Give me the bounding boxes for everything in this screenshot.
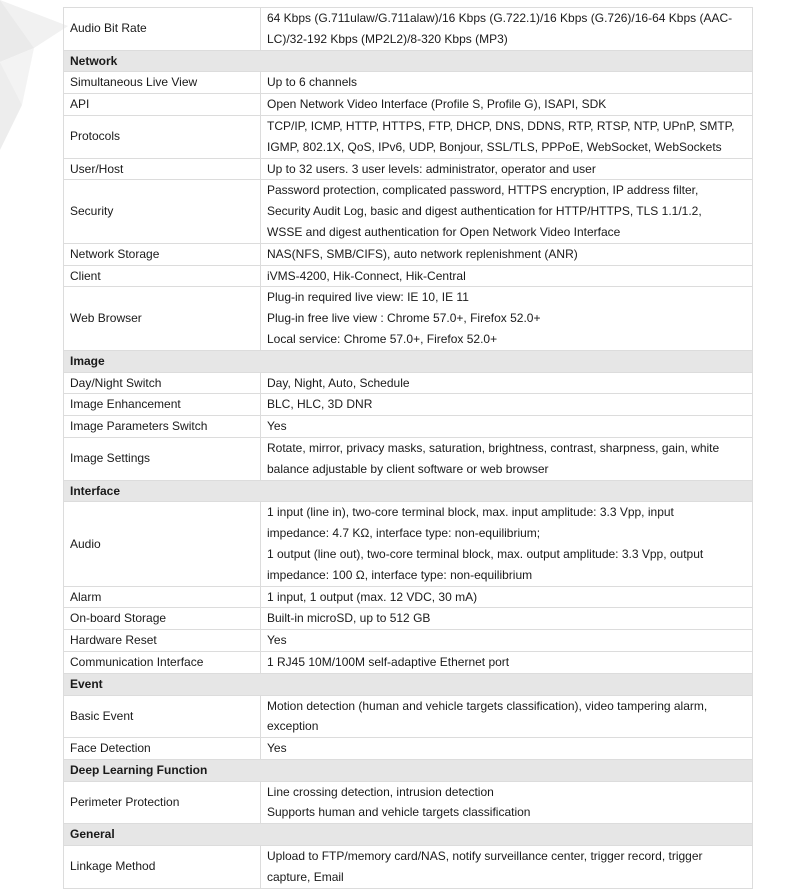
spec-value [261,695,753,738]
spec-label: Linkage Method [64,846,261,889]
spec-label: Simultaneous Live View [64,72,261,94]
spec-value-line: Plug-in free live view : Chrome 57.0+, Firefox 52.0+ [267,311,541,326]
spec-row [64,781,753,824]
spec-label: Audio Bit Rate [64,8,261,51]
spec-value [261,180,753,243]
spec-value-line: Up to 32 users. 3 user levels: administrator, operator and user [267,161,596,176]
section-header-row [64,480,753,502]
spec-value-line: Supports human and vehicle targets classification [267,805,531,820]
spec-value-line: Local service: Chrome 57.0+, Firefox 52.0+ [267,331,498,346]
spec-row [64,738,753,760]
spec-value-line: Yes [267,419,287,434]
spec-label: Security [64,180,261,243]
spec-value [261,738,753,760]
spec-value [261,630,753,652]
spec-value-line: Line crossing detection, intrusion detection [267,784,494,799]
specification-table-body [64,8,753,889]
spec-value [261,502,753,586]
spec-value [261,608,753,630]
spec-label: Alarm [64,586,261,608]
spec-value-line: Yes [267,633,287,648]
specification-table [63,7,753,889]
spec-row [64,265,753,287]
spec-value-line: Plug-in required live view: IE 10, IE 11 [267,290,469,305]
spec-value [261,265,753,287]
spec-value [261,651,753,673]
section-title: General [64,824,753,846]
spec-row [64,115,753,158]
spec-value [261,372,753,394]
spec-row [64,695,753,738]
spec-value-line: Motion detection (human and vehicle targets classification), video tampering alarm, exception [267,698,708,734]
spec-row [64,846,753,889]
spec-value-line: Up to 6 channels [267,75,358,90]
spec-label: Communication Interface [64,651,261,673]
spec-value [261,158,753,180]
spec-value [261,846,753,889]
spec-row [64,94,753,116]
section-header-row [64,50,753,72]
spec-value-line: 1 input, 1 output (max. 12 VDC, 30 mA) [267,589,478,604]
spec-value [261,781,753,824]
spec-value-line: Upload to FTP/memory card/NAS, notify surveillance center, trigger record, trigger capture, Email [267,849,703,884]
spec-row [64,416,753,438]
section-title: Deep Learning Function [64,759,753,781]
spec-label: API [64,94,261,116]
spec-label: User/Host [64,158,261,180]
section-title: Image [64,350,753,372]
spec-value-line: Day, Night, Auto, Schedule [267,375,410,390]
spec-label: Image Parameters Switch [64,416,261,438]
spec-value [261,8,753,51]
spec-label: Image Settings [64,437,261,480]
spec-label: Client [64,265,261,287]
spec-label: On-board Storage [64,608,261,630]
spec-value-line: Yes [267,741,287,756]
spec-value [261,416,753,438]
spec-row [64,72,753,94]
spec-label: Web Browser [64,287,261,350]
spec-row [64,180,753,243]
spec-row [64,586,753,608]
section-header-row [64,759,753,781]
section-header-row [64,673,753,695]
spec-label: Audio [64,502,261,586]
spec-value-line: 1 RJ45 10M/100M self-adaptive Ethernet port [267,654,510,669]
spec-row [64,630,753,652]
spec-value [261,586,753,608]
spec-label: Perimeter Protection [64,781,261,824]
spec-value-line: BLC, HLC, 3D DNR [267,397,373,412]
spec-value [261,94,753,116]
spec-value-line: 1 input (line in), two-core terminal block, max. input amplitude: 3.3 Vpp, input impedance: 4.7 KΩ, interface type: non-equilibrium; [267,505,674,541]
spec-label: Face Detection [64,738,261,760]
spec-value [261,394,753,416]
spec-value [261,437,753,480]
section-title: Interface [64,480,753,502]
spec-value-line: 64 Kbps (G.711ulaw/G.711alaw)/16 Kbps (G.722.1)/16 Kbps (G.726)/16-64 Kbps (AAC-LC)/32-192 Kbps (MP2L2)/8-320 Kbps (MP3) [267,11,733,46]
spec-row [64,437,753,480]
spec-label: Basic Event [64,695,261,738]
spec-row [64,243,753,265]
spec-row [64,394,753,416]
spec-label: Protocols [64,115,261,158]
spec-value-line: NAS(NFS, SMB/CIFS), auto network replenishment (ANR) [267,246,578,261]
section-title: Event [64,673,753,695]
spec-label: Image Enhancement [64,394,261,416]
spec-row [64,372,753,394]
watermark-logo-icon [0,0,70,160]
spec-value [261,243,753,265]
spec-row [64,608,753,630]
spec-row [64,8,753,51]
spec-row [64,502,753,586]
spec-value [261,72,753,94]
section-header-row [64,824,753,846]
spec-value [261,115,753,158]
spec-value-line: 1 output (line out), two-core terminal block, max. output amplitude: 3.3 Vpp, output impedance: 100 Ω, interface type: non-equilibrium [267,546,704,582]
spec-label: Day/Night Switch [64,372,261,394]
spec-value-line: iVMS-4200, Hik-Connect, Hik-Central [267,268,466,283]
section-header-row [64,350,753,372]
spec-value-line: Password protection, complicated password, HTTPS encryption, IP address filter, Security Audit Log, basic and digest authentication for HTTP/HTTPS, TLS 1.1/1.2, WSSE and digest authentication for Open Network Video Interface [267,183,702,239]
spec-value [261,287,753,350]
spec-value-line: Rotate, mirror, privacy masks, saturation, brightness, contrast, sharpness, gain, white balance adjustable by client software or web browser [267,440,720,476]
spec-value-line: TCP/IP, ICMP, HTTP, HTTPS, FTP, DHCP, DNS, DDNS, RTP, RTSP, NTP, UPnP, SMTP, IGMP, 802.1X, QoS, IPv6, UDP, Bonjour, SSL/TLS, PPPoE, WebSocket, WebSockets [267,118,735,154]
section-title: Network [64,50,753,72]
spec-row [64,287,753,350]
spec-row [64,158,753,180]
spec-value-line: Open Network Video Interface (Profile S, Profile G), ISAPI, SDK [267,97,607,112]
spec-label: Hardware Reset [64,630,261,652]
spec-value-line: Built-in microSD, up to 512 GB [267,611,431,626]
spec-label: Network Storage [64,243,261,265]
spec-row [64,651,753,673]
